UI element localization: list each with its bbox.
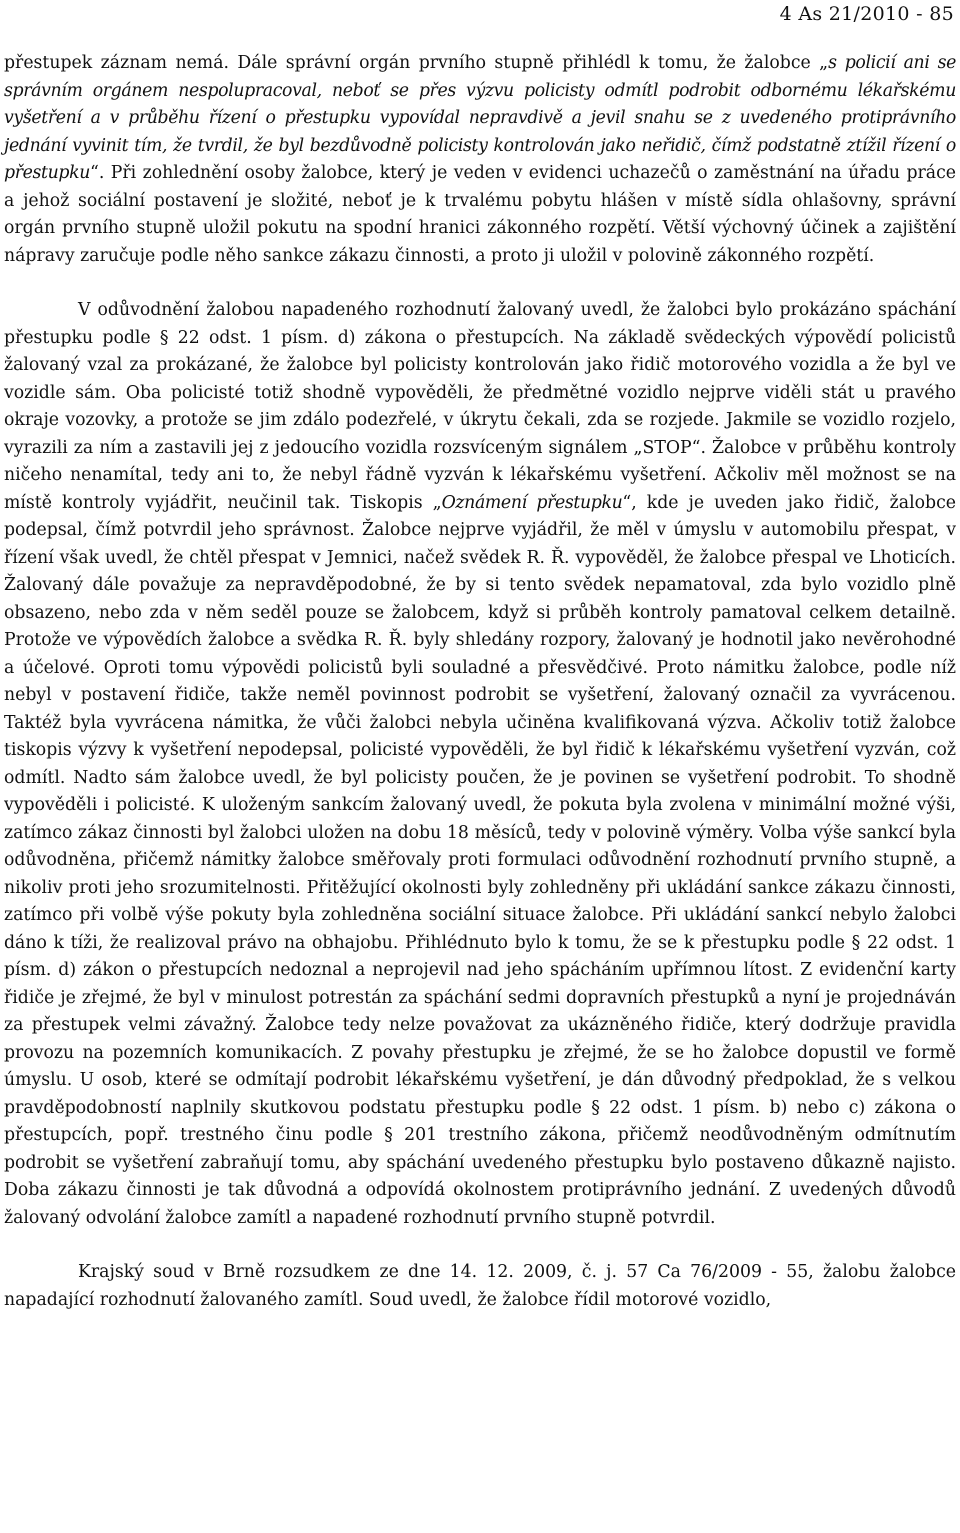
paragraph-defendant-reasoning bbox=[4, 297, 956, 1232]
document-body bbox=[4, 50, 956, 1314]
paragraph-text: V odůvodnění žalobou napadeného rozhodnutí žalovaný uvedl, že žalobci bylo prokázáno spáchání přestupku podle § 22 odst. 1 písm. d) zákona o přestupcích. Na základě svědeckých výpovědí policistů žalovaný vzal za prokázané, že žalobce byl policisty kontrolován jako řidič motorového vozidla a že byl ve vozidle sám. Oba policisté totiž shodně vypověděli, že předmětné vozidlo nejprve viděli stát u pravého okraje vozovky, a protože se jim zdálo podezřelé, v úkrytu čekali, zda se rozjede. Jakmile se vozidlo rozjelo, vyrazili za ním a zastavili jej z jedoucího vozidla rozsvíceným signálem „STOP“. Žalobce v průběhu kontroly ničeho nenamítal, tedy ani to, že nebyl řádně vyzván k lékařskému vyšetření. Ačkoliv měl možnost se na místě kontroly vyjádřit, neučinil tak. Tiskopis „ bbox=[4, 300, 956, 513]
paragraph-first-instance-reasoning bbox=[4, 50, 956, 270]
paragraph-regional-court bbox=[4, 1259, 956, 1314]
paragraph-text: Krajský soud v Brně rozsudkem ze dne 14. 12. 2009, č. j. 57 Ca 76/2009 - 55, žalobu žalobce napadající rozhodnutí žalovaného zamítl. Soud uvedl, že žalobce řídil motorové vozidlo, bbox=[4, 1262, 956, 1310]
paragraph-text: přestupek záznam nemá. Dále správní orgán prvního stupně přihlédl k tomu, že žalobce „ bbox=[4, 53, 829, 73]
paragraph-text: “, kde je uveden jako řidič, žalobce podepsal, čímž potvrdil jeho správnost. Žalobce nejprve vyjádřil, že měl v úmyslu v automobilu přespat, v řízení však uvedl, že chtěl přespat v Jemnici, načež svědek R. Ř. vypověděl, že žalobce přespal ve Lhoticích. Žalovaný dále považuje za nepravděpodobné, že by si tento svědek nepamatoval, zda bylo vozidlo plně obsazeno, nebo zda v něm seděl pouze se žalobcem, když si průběh kontroly pamatoval celkem detailně. Protože ve výpovědích žalobce a svědka R. Ř. byly shledány rozpory, žalovaný je hodnotil jako nevěrohodné a účelové. Oproti tomu výpovědi policistů byli souladné a přesvědčivé. Proto námitku žalobce, podle níž nebyl v postavení řidiče, takže neměl povinnost podrobit se vyšetření, žalovaný označil za vyvrácenou. Taktéž byla vyvrácena námitka, že vůči žalobci nebyla učiněna kvalifikovaná výzva. Ačkoliv totiž žalobce tiskopis výzvy k vyšetření nepodepsal, policisté vypověděli, že byl řidič k lékařskému vyšetření vyzván, což odmítl. Nadto sám žalobce uvedl, že byl policisty poučen, že je povinen se vyšetření podrobit. To shodně vypověděli i policisté. K uloženým sankcím žalovaný uvedl, že pokuta byla zvolena v minimální možné výši, zatímco zákaz činnosti byl žalobci uložen na dobu 18 měsíců, tedy v polovině výměry. Volba výše sankcí byla odůvodněna, přičemž námitky žalobce směřovaly proti formulaci odůvodnění rozhodnutí prvního stupně, a nikoliv proti jeho srozumitelnosti. Přitěžující okolnosti byly zohledněny při ukládání sankce zákazu činnosti, zatímco při volbě výše pokuty byla zohledněna sociální situace žalobce. Při ukládání sankcí nebylo žalobci dáno k tíži, že realizoval právo na obhajobu. Přihlédnuto bylo k tomu, že se k přestupku podle § 22 odst. 1 písm. d) zákon o přestupcích nedoznal a neprojevil nad jeho spácháním upřímnou lítost. Z evidenční karty řidiče je zřejmé, že byl v minulost potrestán za spáchání sedmi dopravních přestupků a nyní je projednáván za přestupek velmi závažný. Žalobce tedy nelze považovat za ukázněného řidiče, který dodržuje pravidla provozu na pozemních komunikacích. Z povahy přestupku je zřejmé, že se ho žalobce dopustil ve formě úmyslu. U osob, které se odmítají podrobit lékařskému vyšetření, je dán důvodný předpoklad, že s velkou pravděpodobností naplnily skutkovou podstatu přestupku podle § 22 odst. 1 písm. b) nebo c) zákona o přestupcích, popř. trestného činu podle § 201 trestního zákona, přičemž neodůvodněným odmítnutím podrobit se vyšetření zabraňují tomu, aby spáchání uvedeného přestupku bylo postaveno důkazně najisto. Doba zákazu činnosti je tak důvodná a odpovídá okolnostem protiprávního jednání. Z uvedených důvodů žalovaný odvolání žalobce zamítl a napadené rozhodnutí prvního stupně potvrdil. bbox=[4, 492, 956, 1228]
paragraph-text: “. Při zohlednění osoby žalobce, který je veden v evidenci uchazečů o zaměstnání na úřadu práce a jehož sociální postavení je složité, neboť je k trvalému pobytu hlášen v místě sídla ohlašovny, správní orgán prvního stupně uložil pokutu na spodní hranici zákonného rozpětí. Větší výchovný účinek a zajištění nápravy zaručuje podle něho sankce zákazu činnosti, a proto ji uložil v polovině zákonného rozpětí. bbox=[4, 163, 956, 266]
quoted-form-name: Oznámení přestupku bbox=[441, 492, 623, 513]
page-header-case-reference: 4 As 21/2010 - 85 bbox=[779, 3, 954, 25]
quoted-decision-text: s policií ani se správním orgánem nespolupracoval, neboť se přes výzvu policisty odmítl podrobit odbornému lékařskému vyšetření a v průběhu řízení o přestupku vypovídal nepravdivě a jevil snahu se z uvedeného protiprávního jednání vyvinit tím, že tvrdil, že byl bezdůvodně policisty kontrolován jako neřidič, čímž podstatně ztížil řízení o přestupku bbox=[4, 53, 956, 183]
